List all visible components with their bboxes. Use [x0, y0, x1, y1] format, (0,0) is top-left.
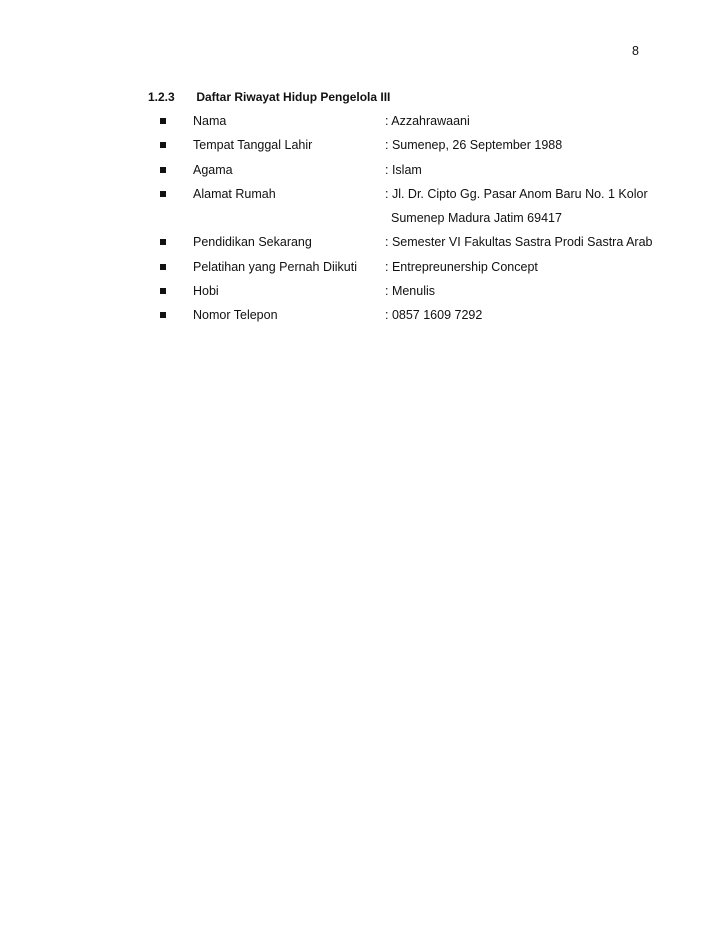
item-value: : Azzahrawaani	[385, 114, 470, 128]
item-value: : Menulis	[385, 284, 436, 299]
section-heading	[148, 88, 668, 106]
list-item-alamat-rumah	[148, 185, 668, 209]
page-number: 8	[632, 44, 639, 58]
square-bullet-icon	[160, 288, 166, 294]
item-value: : Sumenep, 26 September 1988	[385, 138, 563, 153]
item-label: Tempat Tanggal Lahir	[193, 138, 313, 153]
square-bullet-icon	[160, 191, 166, 197]
list-item-pelatihan	[148, 258, 668, 282]
list-item-alamat-continuation	[148, 209, 668, 233]
square-bullet-icon	[160, 312, 166, 318]
item-value: : Jl. Dr. Cipto Gg. Pasar Anom Baru No. 1 Kolor	[385, 186, 648, 201]
square-bullet-icon	[160, 142, 166, 148]
item-label: Pelatihan yang Pernah Diikuti	[193, 259, 357, 274]
item-value: : 0857 1609 7292	[385, 308, 483, 323]
list-item-nama	[148, 112, 668, 136]
list-item-tempat-tanggal-lahir	[148, 136, 668, 160]
item-label: Agama	[193, 162, 233, 177]
item-label: Pendidikan Sekarang	[193, 235, 312, 250]
list-item-hobi	[148, 282, 668, 306]
item-value: : Semester VI Fakultas Sastra Prodi Sastra Arab	[385, 235, 653, 250]
list-item-pendidikan-sekarang	[148, 233, 668, 257]
item-label: Hobi	[193, 284, 219, 299]
square-bullet-icon	[160, 118, 166, 124]
section-title: Daftar Riwayat Hidup Pengelola III	[196, 90, 391, 104]
list-item-nomor-telepon	[148, 306, 668, 330]
square-bullet-icon	[160, 167, 166, 173]
square-bullet-icon	[160, 264, 166, 270]
item-value: : Entrepreunership Concept	[385, 259, 538, 274]
item-label: Nomor Telepon	[193, 308, 278, 323]
biodata-section	[148, 88, 668, 331]
item-value: : Islam	[385, 162, 422, 177]
biodata-list	[148, 112, 668, 331]
item-label: Nama	[193, 114, 227, 128]
square-bullet-icon	[160, 239, 166, 245]
item-value-continuation: Sumenep Madura Jatim 69417	[391, 211, 562, 226]
item-label: Alamat Rumah	[193, 186, 276, 201]
list-item-agama	[148, 161, 668, 185]
section-number: 1.2.3	[148, 90, 175, 104]
